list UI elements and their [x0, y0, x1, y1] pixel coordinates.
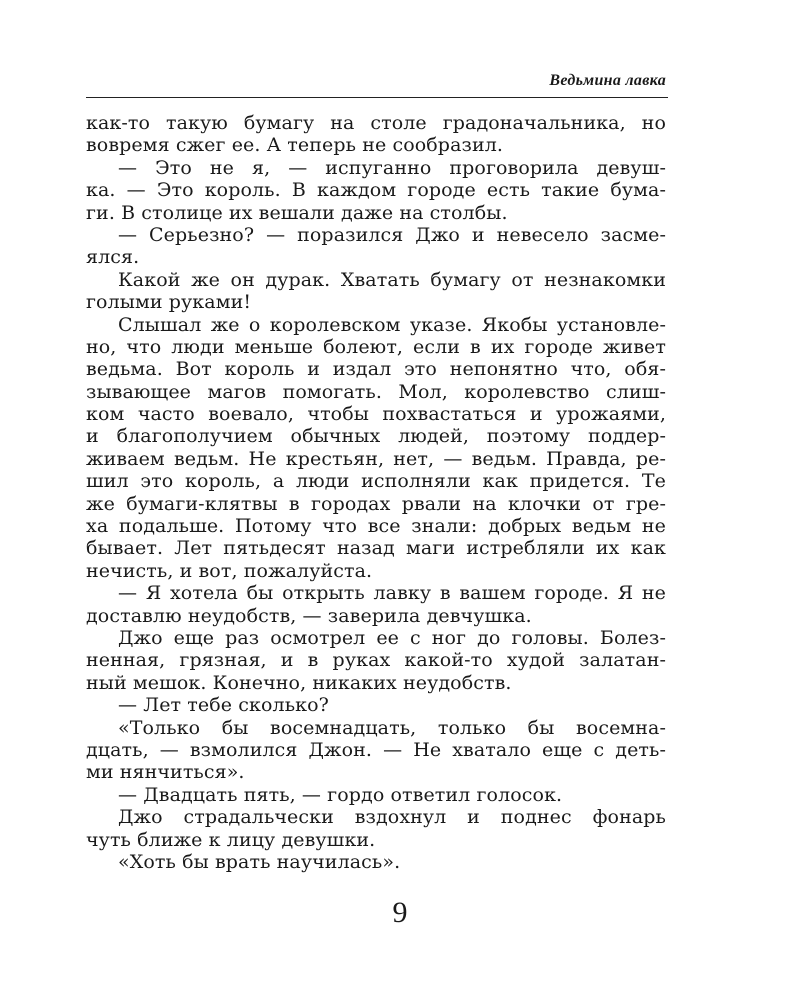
text-line: живаем ведьм. Не крестьян, нет, — ведьм. Правда, ре-: [86, 447, 666, 470]
text-line: — Лет тебе сколько?: [118, 694, 329, 717]
text-line: и благополучием обычных людей, поэтому поддер-: [86, 425, 666, 448]
text-line: ха подальше. Потому что все знали: добрых ведьм не: [86, 515, 666, 538]
text-line: Слышал же о королевском указе. Якобы установле-: [118, 313, 666, 336]
text-line: вовремя сжег ее. А теперь не сообразил.: [86, 134, 504, 157]
text-line: ги. В столице их вешали даже на столбы.: [86, 201, 508, 224]
text-line: — Я хотела бы открыть лавку в вашем городе. Я не: [118, 582, 666, 605]
text-line: но, что люди меньше болеют, если в их городе живет: [86, 335, 666, 358]
text-line: Джо еще раз осмотрел ее с ног до головы. Болез-: [118, 626, 666, 649]
text-line: как-то такую бумагу на столе градоначальника, но: [86, 112, 666, 134]
text-line: ми нянчиться».: [86, 761, 245, 784]
text-line: — Это не я, — испуганно проговорила девуш-: [118, 156, 666, 179]
body-text: [86, 112, 666, 873]
text-line: ный мешок. Конечно, никаких неудобств.: [86, 671, 512, 694]
page-number: 9: [392, 896, 408, 929]
text-line: ка. — Это король. В каждом городе есть такие бума-: [86, 179, 666, 202]
text-line: доставлю неудобств, — заверила девчушка.: [86, 604, 532, 627]
text-line: — Двадцать пять, — гордо ответил голосок.: [118, 783, 563, 806]
text-line: же бумаги-клятвы в городах рвали на клочки от гре-: [86, 492, 666, 515]
text-line: зывающее магов помогать. Мол, королевство слиш-: [86, 380, 666, 403]
header-rule: [86, 97, 668, 98]
text-line: шил это король, а люди исполняли как придется. Те: [86, 470, 666, 493]
text-line: ведьма. Вот король и издал это непонятно что, обя-: [86, 358, 666, 381]
text-line: ком часто воевало, чтобы похвастаться и урожаями,: [86, 403, 666, 426]
text-line: Джо страдальчески вздохнул и поднес фонарь: [118, 806, 666, 829]
text-line: чуть ближе к лицу девушки.: [86, 828, 376, 851]
text-line: бывает. Лет пятьдесят назад маги истребляли их как: [86, 537, 666, 560]
text-line: ялся.: [86, 246, 140, 269]
text-line: «Хоть бы врать научилась».: [118, 850, 401, 873]
text-line: Какой же он дурак. Хватать бумагу от незнакомки: [118, 268, 666, 291]
text-line: голыми руками!: [86, 291, 252, 314]
text-line: — Серьезно? — поразился Джо и невесело засме-: [118, 223, 666, 246]
text-line: ненная, грязная, и в руках какой-то худой залатан-: [86, 649, 666, 672]
text-line: нечисть, и вот, пожалуйста.: [86, 559, 373, 582]
text-line: дцать, — взмолился Джон. — Не хватало еще с деть-: [86, 738, 666, 761]
running-header: Ведьмина лавка: [549, 72, 666, 89]
text-line: «Только бы восемнадцать, только бы восемна-: [118, 716, 666, 739]
